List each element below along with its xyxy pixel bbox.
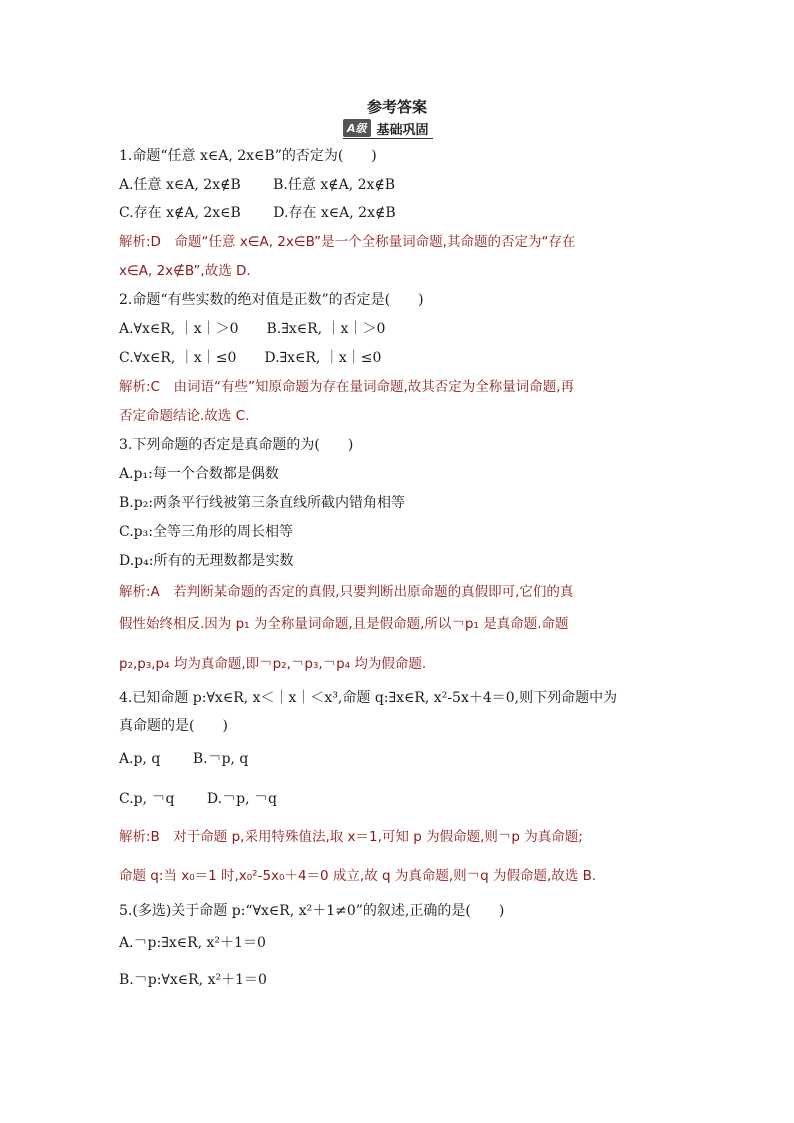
q3-option-c: C.p₃:全等三角形的周长相等 xyxy=(119,524,293,540)
q3-solution-end: p₂,p₃,p₄ 均为真命题,即￢p₂,￢p₃,￢p₄ 均为假命题. xyxy=(119,656,427,672)
q3-solution-cont: 假性始终相反.因为 p₁ 为全称量词命题,且是假命题,所以￢p₁ 是真命题.命题 xyxy=(119,616,569,632)
q5-option-b: B.￢p:∀x∈R, x²＋1＝0 xyxy=(119,972,267,988)
q2-solution-cont: 否定命题结论.故选 C. xyxy=(119,408,250,424)
q4-options-cd: C.p, ￢q D.￢p, ￢q xyxy=(119,791,277,807)
question-1: 1.命题“任意 x∈A, 2x∈B”的否定为( ) xyxy=(119,148,377,164)
q5-option-a: A.￢p:∃x∈R, x²＋1＝0 xyxy=(119,935,266,951)
q4-solution-cont: 命题 q:当 x₀＝1 时,x₀²-5x₀＋4＝0 成立,故 q 为真命题,则￢q 为假命题,故选 B. xyxy=(119,868,597,884)
level-badge: A级 xyxy=(343,119,371,137)
q3-solution: 解析:A 若判断某命题的否定的真假,只要判断出原命题的真假即可,它们的真 xyxy=(119,584,574,600)
page-title: 参考答案 xyxy=(366,98,427,116)
question-3: 3.下列命题的否定是真命题的为( ) xyxy=(119,437,354,453)
q4-solution: 解析:B 对于命题 p,采用特殊值法,取 x＝1,可知 p 为假命题,则￢p 为真命题; xyxy=(119,829,583,845)
question-4-cont: 真命题的是( ) xyxy=(119,718,228,734)
q1-solution: 解析:D 命题“任意 x∈A, 2x∈B”是一个全称量词命题,其命题的否定为“存在 xyxy=(119,234,576,250)
question-4: 4.已知命题 p:∀x∈R, x＜｜x｜＜x³,命题 q:∃x∈R, x²-5x＋4＝0,则下列命题中为 xyxy=(119,690,618,706)
q4-options-ab: A.p, q B.￢p, q xyxy=(119,751,249,767)
q3-option-b: B.p₂:两条平行线被第三条直线所截内错角相等 xyxy=(119,495,406,511)
question-2: 2.命题“有些实数的绝对值是正数”的否定是( ) xyxy=(119,292,424,308)
level-heading xyxy=(343,118,433,139)
q1-solution-cont: x∈A, 2x∉B”,故选 D. xyxy=(119,263,251,279)
q3-option-d: D.p₄:所有的无理数都是实数 xyxy=(119,553,294,569)
q2-options-cd: C.∀x∈R, ｜x｜≤0 D.∃x∈R, ｜x｜≤0 xyxy=(119,350,382,366)
level-label: 基础巩固 xyxy=(376,122,429,138)
q2-options-ab: A.∀x∈R, ｜x｜＞0 B.∃x∈R, ｜x｜＞0 xyxy=(119,321,386,337)
question-5: 5.(多选)关于命题 p:“∀x∈R, x²＋1≠0”的叙述,正确的是( ) xyxy=(119,903,505,919)
q1-options-cd: C.存在 x∉A, 2x∈B D.存在 x∈A, 2x∉B xyxy=(119,205,396,221)
q3-option-a: A.p₁:每一个合数都是偶数 xyxy=(119,466,279,482)
q1-options-ab: A.任意 x∈A, 2x∉B B.任意 x∉A, 2x∉B xyxy=(119,177,396,193)
q2-solution: 解析:C 由词语“有些”知原命题为存在量词命题,故其否定为全称量词命题,再 xyxy=(119,379,575,395)
